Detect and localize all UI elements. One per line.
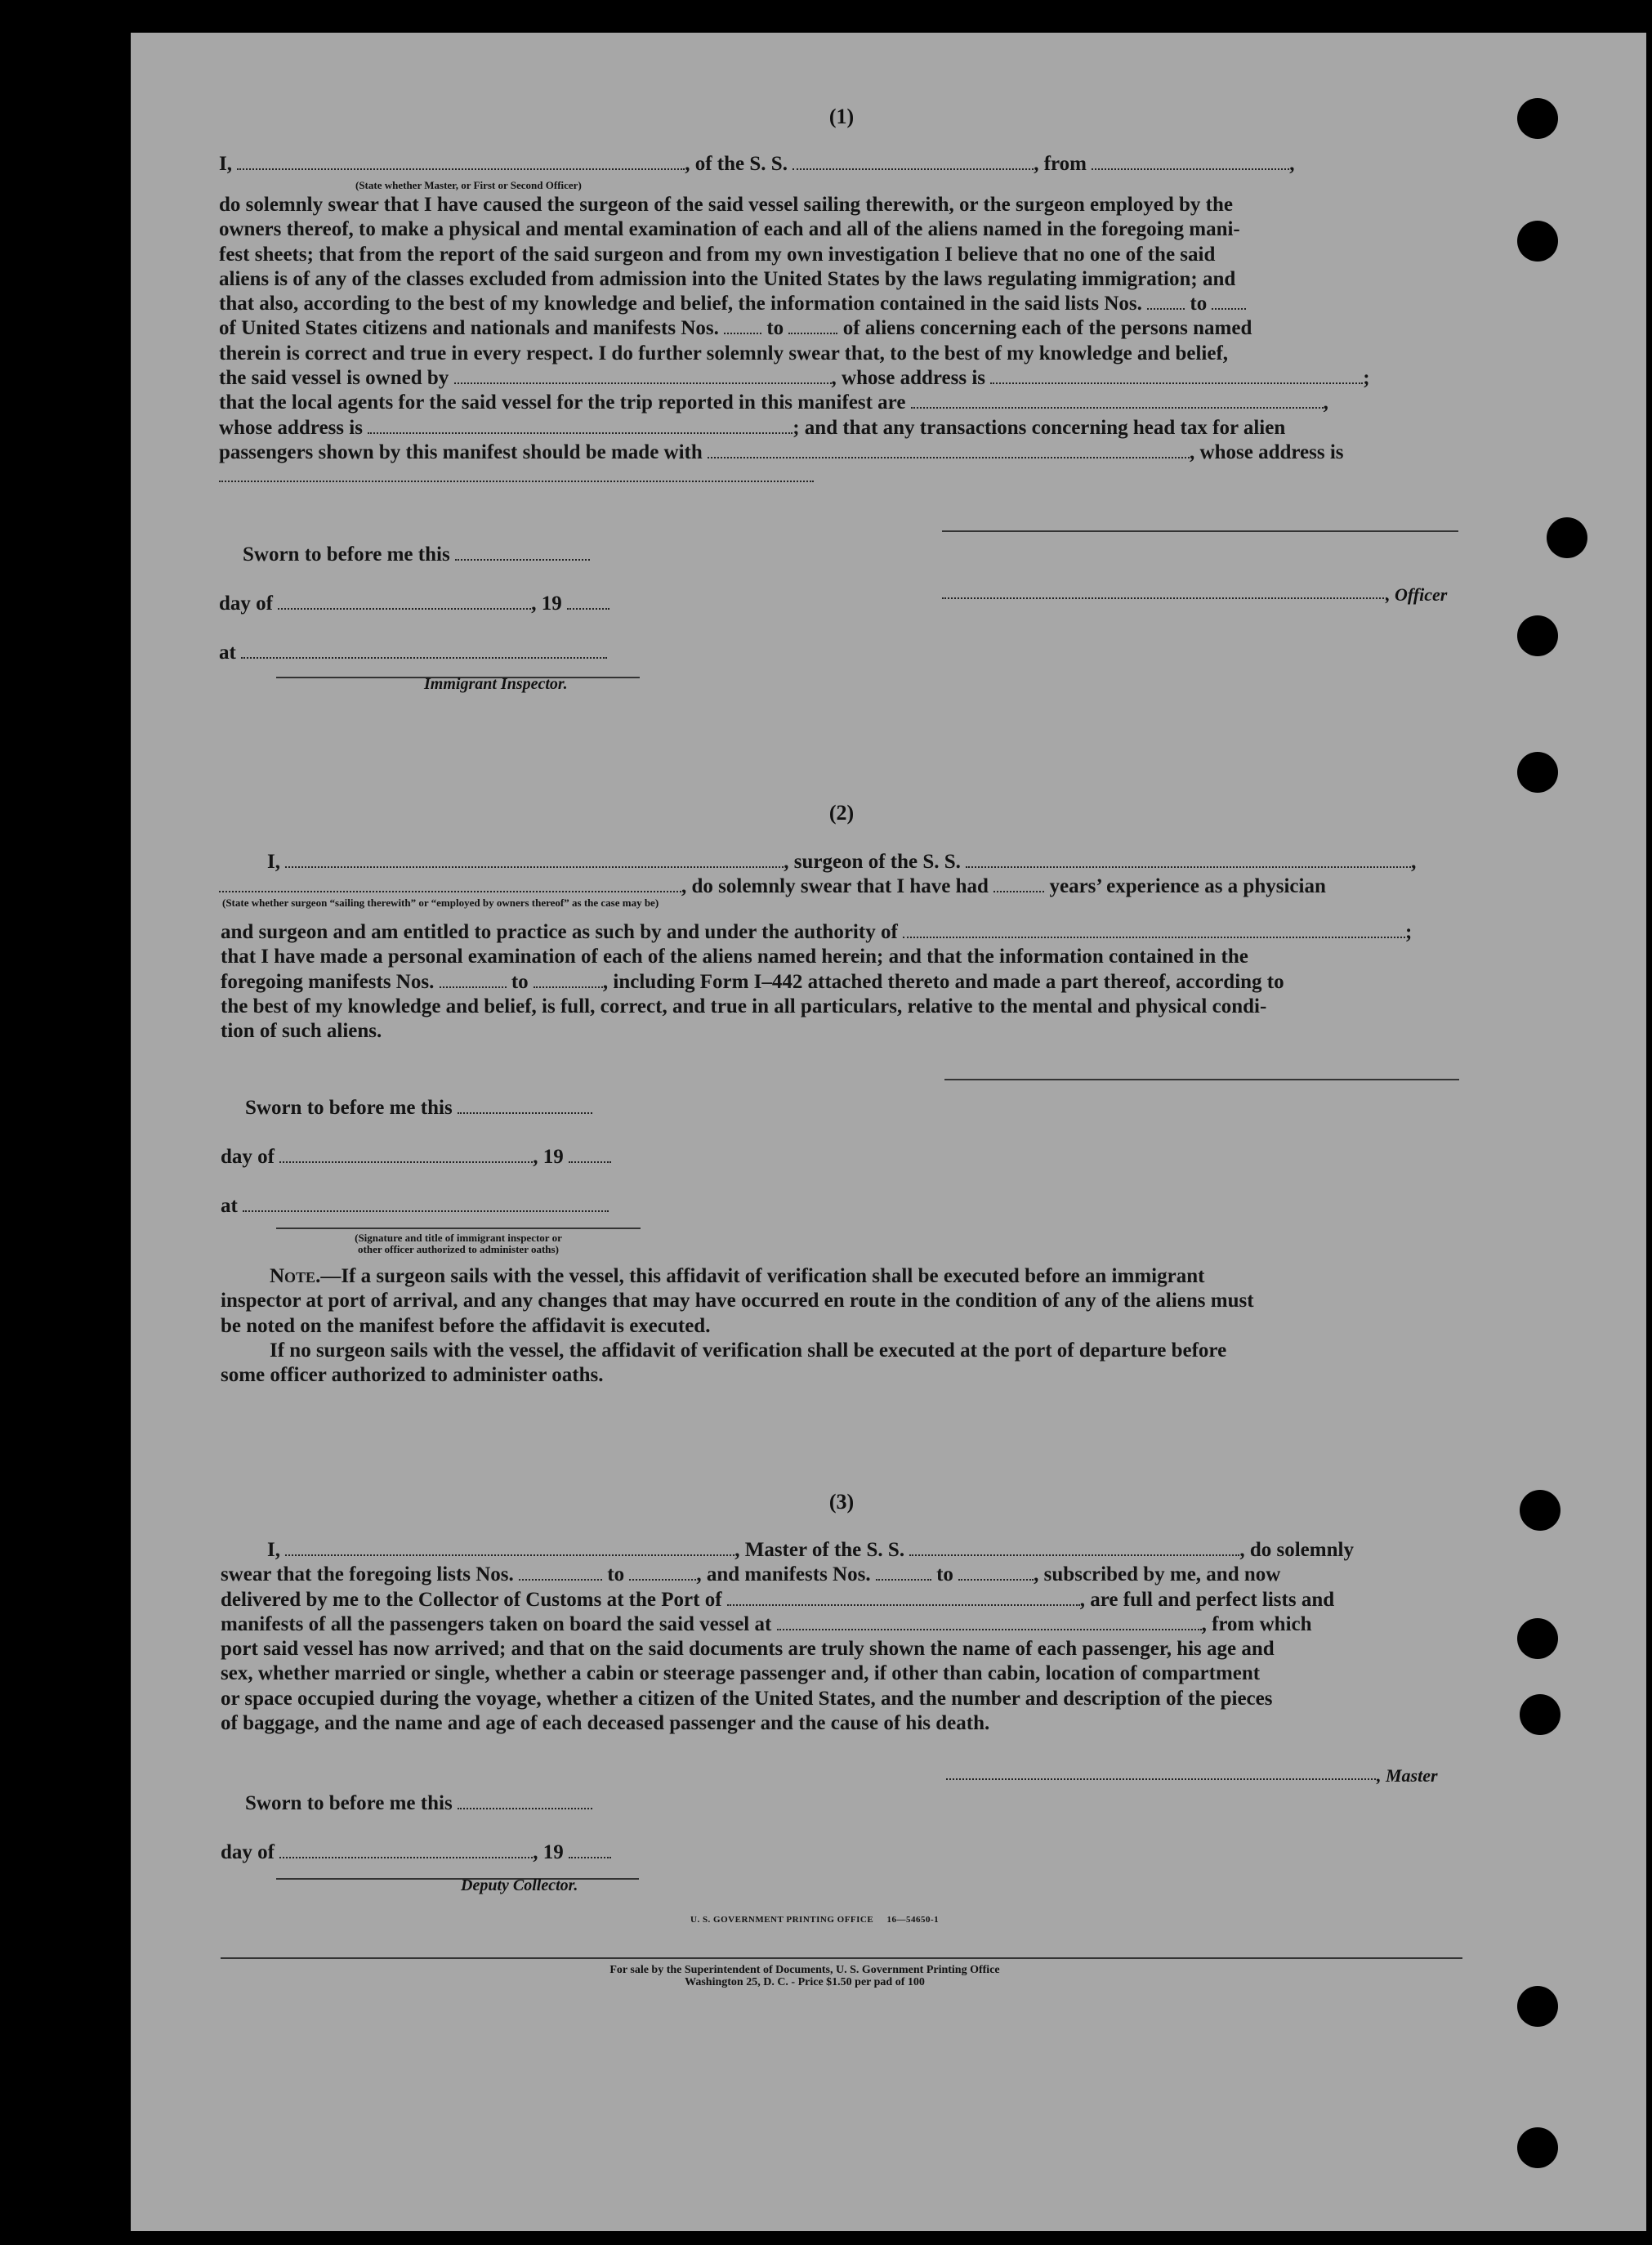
text: to [936,1563,953,1586]
master-label: , Master [1377,1765,1438,1786]
from-blank[interactable] [1092,168,1289,170]
text: I, [219,153,232,175]
month-blank[interactable] [278,608,531,610]
text: of United States citizens and nationals and manifests Nos. [219,317,719,340]
section-2-second-line [219,874,1326,899]
text: years’ experience as a physician [1049,875,1326,897]
name-blank[interactable] [237,168,685,170]
day-of-line [221,1145,611,1169]
text: ; and that any transactions concerning head tax for alien [793,416,1286,439]
paragraph-line: port said vessel has now arrived; and that on the said documents are truly shown the name of each passenger, his age and [221,1638,1275,1661]
sale-notice-line: Washington 25, D. C. - Price $1.50 per pad of 100 [685,1976,925,1988]
text: , are full and perfect lists and [1079,1588,1335,1611]
text: to [1190,293,1208,315]
lists-to-blank[interactable] [1212,308,1246,310]
text: , subscribed by me, and now [1034,1563,1281,1586]
paragraph-line: that I have made a personal examination of each of the aliens named herein; and that the information contained in the [221,946,1248,968]
sworn-line [245,1791,592,1816]
section-3-paragraph [221,1538,1354,1736]
note-line: inspector at port of arrival, and any changes that may have occurred en route in the condition of any of the aliens must [221,1290,1254,1313]
head-tax-blank[interactable] [708,457,1190,458]
text: whose address is [219,416,363,439]
text: , 19 [531,593,562,615]
text: at [219,642,236,664]
at-line [219,641,607,665]
sworn-day-blank[interactable] [458,1808,592,1809]
authority-line [221,920,1412,945]
sworn-line [245,1096,592,1120]
punch-hole [1520,1490,1560,1531]
lists-line [221,1563,1354,1587]
manifests-to-blank[interactable] [788,333,837,334]
master-name-blank[interactable] [285,1554,734,1556]
manifests-to-blank[interactable] [534,986,603,988]
year-blank[interactable] [567,608,609,610]
section-2-paragraph [221,920,1412,1044]
officer-name-blank[interactable] [942,597,1387,599]
section-2-first-line [267,850,1416,874]
text: Sworn to before me this [245,1097,453,1119]
text: of aliens concerning each of the persons named [842,317,1252,340]
surgeon-vessel-blank[interactable] [966,866,1411,868]
sworn-line [243,543,590,567]
paragraph-line: tion of such aliens. [221,1020,382,1043]
agents-line [219,391,1370,415]
printing-office-imprint: U. S. GOVERNMENT PRINTING OFFICE 16—54650-1 [690,1915,940,1925]
sale-notice [588,1964,1021,1988]
text: day of [219,593,273,615]
vessel-blank[interactable] [793,168,1034,170]
at-line [221,1194,609,1219]
signature-note-line: (Signature and title of immigrant inspector or [355,1232,562,1244]
punch-hole [1517,98,1558,139]
paragraph-line: owners thereof, to make a physical and mental examination of each and all of the aliens named in the foregoing mani- [219,218,1240,241]
text: at [221,1195,238,1217]
master-vessel-blank[interactable] [909,1554,1239,1556]
text: , [1411,851,1417,873]
signature-note-line: other officer authorized to administer oaths) [358,1243,559,1255]
text: Sworn to before me this [245,1792,453,1814]
text: , from [1034,153,1087,175]
footer-rule [221,1957,1462,1959]
deputy-collector-label: Deputy Collector. [461,1876,578,1894]
owner-address-blank[interactable] [990,382,1363,384]
punch-hole [1517,615,1558,656]
lists-to-blank[interactable] [629,1579,696,1581]
section-1-paragraph [219,193,1370,465]
surgeon-name-blank[interactable] [285,866,784,868]
paragraph-line: aliens is of any of the classes excluded from admission into the United States by the laws regulating immigration; and [219,267,1236,290]
boarded-at-line [221,1612,1354,1637]
form-page [131,33,1646,2231]
note-line: be noted on the manifest before the affidavit is executed. [221,1314,711,1337]
text: , 19 [533,1841,564,1863]
agents-address-blank[interactable] [368,432,793,434]
text: , Master of the S. S. [734,1539,905,1561]
text: day of [221,1146,275,1168]
paragraph-line: fest sheets; that from the report of the said surgeon and from my own investigation I believe that no one of the said [219,243,1216,266]
text: , surgeon of the S. S. [784,851,961,873]
years-blank[interactable] [993,891,1044,892]
punch-hole [1547,517,1587,558]
at-blank[interactable] [243,1210,609,1212]
section-2-number: (2) [828,801,855,825]
officer-signature-line[interactable] [942,530,1458,532]
text: Sworn to before me this [243,543,450,566]
manifests-from-blank[interactable] [440,986,507,988]
text: , and manifests Nos. [696,1563,871,1586]
text: day of [221,1841,275,1863]
punch-hole [1517,752,1558,793]
paragraph-line: the best of my knowledge and belief, is full, correct, and true in all particulars, relative to the mental and physical condi- [221,995,1267,1017]
punch-hole [1517,1618,1558,1659]
text: , [1323,391,1328,414]
section-1-first-line [219,152,1295,177]
officer-note: (State whether Master, or First or Second Officer) [355,179,582,191]
inspector-signature-line[interactable] [276,1228,641,1229]
surgeon-signature-line[interactable] [944,1079,1459,1080]
text: , from which [1201,1612,1312,1635]
note-first-line [221,1264,1254,1289]
paragraph-line: of baggage, and the name and age of each deceased passenger and the cause of his death. [221,1712,990,1735]
text: , 19 [533,1146,564,1168]
manifests-line [221,970,1412,995]
paragraph-line: sex, whether married or single, whether a cabin or steerage passenger and, if other than cabin, location of compartment [221,1662,1261,1685]
note-paragraph [221,1264,1254,1388]
authority-blank[interactable] [903,937,1405,938]
text: swear that the foregoing lists Nos. [221,1563,514,1586]
text: to [607,1563,625,1586]
text: delivered by me to the Collector of Customs at the Port of [221,1588,722,1611]
text: ; [1405,921,1413,943]
manifests-to-blank[interactable] [958,1579,1034,1581]
punch-hole [1520,1694,1560,1735]
port-blank[interactable] [727,1604,1080,1606]
text: —If a surgeon sails with the vessel, this affidavit of verification shall be executed before an immigrant [320,1265,1205,1287]
sworn-day-blank[interactable] [455,559,590,561]
text: , of the S. S. [685,153,788,175]
owner-line [219,366,1370,391]
punch-hole [1517,1986,1558,2027]
text: the said vessel is owned by [219,367,449,390]
text: to [511,970,529,993]
port-line [221,1588,1354,1612]
paragraph-line: therein is correct and true in every respect. I do further solemnly swear that, to the best of my knowledge and belief, [219,342,1229,364]
day-of-line [219,592,609,616]
paragraph-line: do solemnly swear that I have caused the surgeon of the said vessel sailing therewith, or the surgeon employed by the [219,194,1233,216]
month-blank[interactable] [279,1857,533,1858]
owner-blank[interactable] [454,382,832,384]
text: ; [1363,367,1370,390]
year-blank[interactable] [569,1857,611,1858]
punch-hole [1517,221,1558,262]
surgeon-status-blank[interactable] [219,891,681,892]
master-signature-line[interactable] [946,1778,1376,1780]
signature-note [283,1232,634,1255]
text: I, [267,1539,280,1561]
officer-label: , Officer [1386,584,1448,605]
immigrant-inspector-label: Immigrant Inspector. [424,675,568,693]
day-of-line [221,1840,611,1865]
text: manifests of all the passengers taken on board the said vessel at [221,1612,772,1635]
note-line: some officer authorized to administer oaths. [221,1364,604,1387]
text: passengers shown by this manifest should be made with [219,441,703,463]
boarded-at-blank[interactable] [777,1629,1202,1630]
manifests-from-blank[interactable] [876,1579,931,1581]
manifests-from-blank[interactable] [724,333,761,334]
punch-hole [1517,2127,1558,2168]
paragraph-line: or space occupied during the voyage, whether a citizen of the United States, and the number and description of the pieces [221,1687,1273,1710]
lists-from-blank[interactable] [1147,308,1185,310]
text: foregoing manifests Nos. [221,970,435,993]
text: , do solemnly [1239,1539,1354,1561]
sworn-day-blank[interactable] [458,1112,592,1114]
head-tax-line [219,441,1370,465]
text: , do solemnly swear that I have had [681,875,989,897]
note-line: If no surgeon sails with the vessel, the affidavit of verification shall be executed at the port of departure before [270,1339,1227,1362]
sale-notice-line: For sale by the Superintendent of Documents, U. S. Government Printing Office [609,1964,1000,1976]
text: , whose address is [1190,441,1344,463]
text: I, [267,851,280,873]
text: , [1289,153,1295,175]
deputy-collector-signature-line[interactable] [276,1878,639,1880]
lists-from-blank[interactable] [519,1579,602,1581]
text: to [766,317,784,340]
text: , including Form I–442 attached thereto and made a part thereof, according to [602,970,1284,993]
lists-line [219,292,1370,316]
month-blank[interactable] [279,1161,533,1163]
note-label: Note. [270,1265,321,1287]
section-3-number: (3) [828,1490,855,1514]
text: that the local agents for the said vessel for the trip reported in this manifest are [219,391,906,414]
head-tax-address-blank[interactable] [219,481,814,482]
section-1-number: (1) [828,105,855,128]
agents-blank[interactable] [911,407,1324,409]
surgeon-note: (State whether surgeon “sailing therewith” or “employed by owners thereof” as the case may be) [222,897,659,909]
agents-address-line [219,416,1370,441]
at-blank[interactable] [241,657,607,659]
text: and surgeon and am entitled to practice as such by and under the authority of [221,921,898,943]
master-line [221,1538,1354,1563]
text: , whose address is [831,367,986,390]
year-blank[interactable] [569,1161,611,1163]
text: that also, according to the best of my knowledge and belief, the information contained in the said lists Nos. [219,293,1142,315]
citizens-line [219,316,1370,341]
